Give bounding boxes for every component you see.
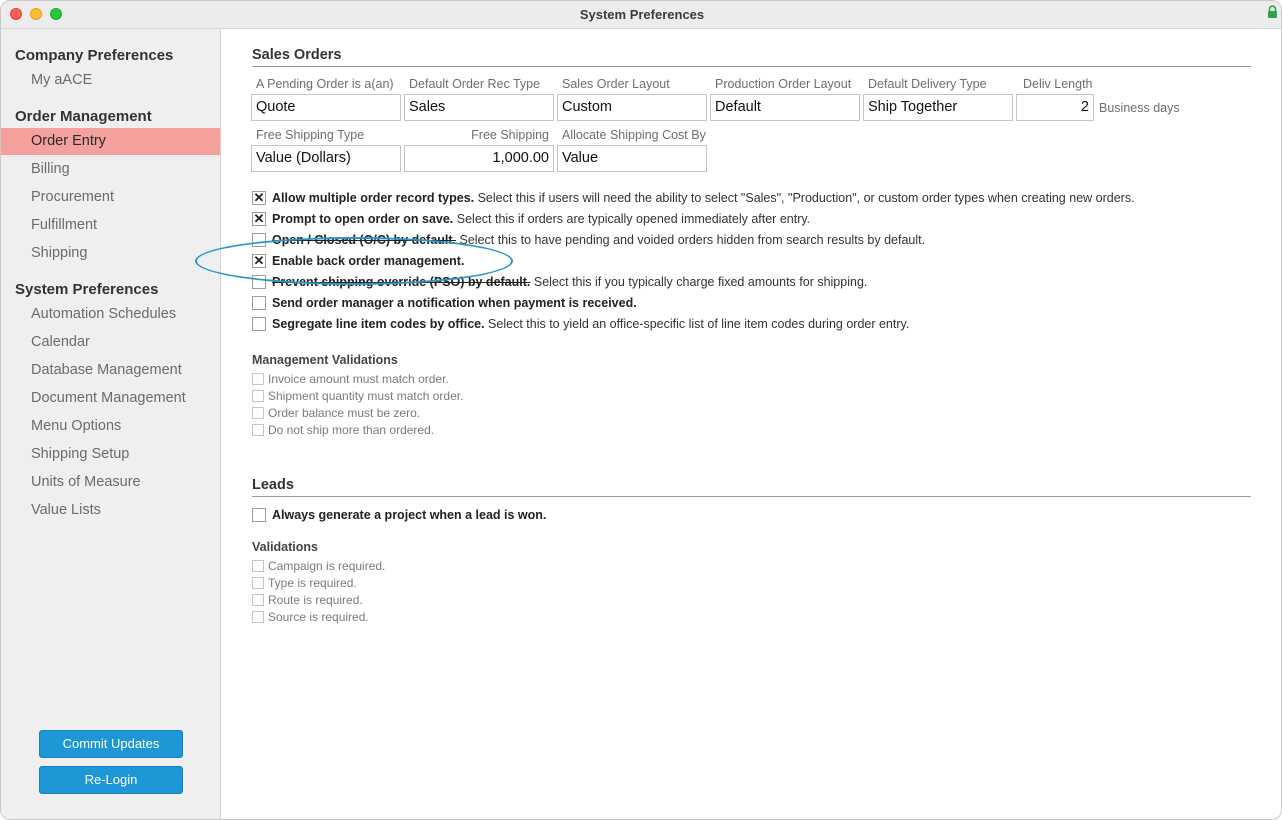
- validation-label: Do not ship more than ordered.: [268, 423, 435, 437]
- option-description: Select this to have pending and voided orders hidden from search results by default.: [456, 233, 926, 247]
- production-order-layout-label: Production Order Layout: [715, 77, 852, 91]
- deliv-length-field[interactable]: 2: [1016, 94, 1094, 121]
- production-order-layout-field[interactable]: Default: [710, 94, 860, 121]
- checkbox[interactable]: [252, 317, 266, 331]
- allocate-shipping-label: Allocate Shipping Cost By: [562, 128, 706, 142]
- option-description: Select this if you typically charge fixed amounts for shipping.: [530, 275, 868, 289]
- checkbox[interactable]: [252, 191, 266, 205]
- pending-order-field[interactable]: Quote: [251, 94, 401, 121]
- option-description: Select this if orders are typically opened immediately after entry.: [453, 212, 811, 226]
- option-title: Open / Closed (O/C) by default.: [272, 233, 457, 247]
- sidebar-item-shipping-setup[interactable]: Shipping Setup: [31, 446, 130, 462]
- checkmark-icon: ✕: [253, 253, 265, 268]
- option-description: Select this if users will need the ability to select "Sales", "Production", or custom order types when creating new orders.: [474, 191, 1135, 205]
- leads-validations-heading: Validations: [252, 540, 318, 554]
- free-shipping-type-field[interactable]: Value (Dollars): [251, 145, 401, 172]
- management-validations-heading: Management Validations: [252, 353, 398, 367]
- sidebar: [1, 29, 221, 820]
- checkbox[interactable]: [252, 424, 264, 436]
- sidebar-heading-system-preferences: System Preferences: [15, 281, 159, 298]
- sidebar-item-units-of-measure[interactable]: Units of Measure: [31, 474, 141, 490]
- sidebar-item-fulfillment[interactable]: Fulfillment: [31, 217, 98, 233]
- sales-order-layout-field[interactable]: Custom: [557, 94, 707, 121]
- checkbox[interactable]: [252, 212, 266, 226]
- title-bar: [1, 1, 1282, 29]
- validation-label: Invoice amount must match order.: [268, 372, 449, 386]
- sidebar-item-billing[interactable]: Billing: [31, 161, 70, 177]
- sidebar-item-database-management[interactable]: Database Management: [31, 362, 182, 378]
- default-delivery-type-label: Default Delivery Type: [868, 77, 987, 91]
- sidebar-item-menu-options[interactable]: Menu Options: [31, 418, 122, 434]
- sidebar-item-automation-schedules[interactable]: Automation Schedules: [31, 306, 177, 322]
- validation-label: Source is required.: [268, 610, 369, 624]
- checkbox[interactable]: [252, 594, 264, 606]
- validation-label: Campaign is required.: [268, 559, 386, 573]
- lock-icon[interactable]: [1267, 5, 1278, 19]
- free-shipping-field[interactable]: 1,000.00: [404, 145, 554, 172]
- checkbox[interactable]: [252, 296, 266, 310]
- option-title: Segregate line item codes by office.: [272, 317, 485, 331]
- sidebar-item-my-aace[interactable]: My aACE: [31, 72, 93, 88]
- validation-label: Type is required.: [268, 576, 357, 590]
- sidebar-item-procurement[interactable]: Procurement: [31, 189, 115, 205]
- sidebar-item-order-entry[interactable]: Order Entry: [1, 128, 220, 155]
- option-title: Prevent shipping override (PSO) by default.: [272, 275, 531, 289]
- checkbox[interactable]: [252, 560, 264, 572]
- option-title: Send order manager a notification when payment is received.: [272, 296, 637, 310]
- sidebar-item-shipping[interactable]: Shipping: [31, 245, 88, 261]
- checkmark-icon: ✕: [253, 190, 265, 205]
- re-login-button[interactable]: Re-Login: [39, 766, 183, 794]
- sidebar-item-calendar[interactable]: Calendar: [31, 334, 90, 350]
- checkbox[interactable]: [252, 508, 266, 522]
- window-title: System Preferences: [579, 7, 705, 22]
- sidebar-heading-order-management: Order Management: [15, 108, 152, 125]
- deliv-length-label: Deliv Length: [1023, 77, 1093, 91]
- commit-updates-button[interactable]: Commit Updates: [39, 730, 183, 758]
- validation-label: Route is required.: [268, 593, 363, 607]
- sales-orders-title: Sales Orders: [252, 47, 342, 63]
- checkmark-icon: ✕: [253, 211, 265, 226]
- validation-label: Order balance must be zero.: [268, 406, 421, 420]
- default-rec-type-label: Default Order Rec Type: [409, 77, 541, 91]
- option-title: Always generate a project when a lead is won.: [272, 508, 547, 522]
- sidebar-item-value-lists[interactable]: Value Lists: [31, 502, 101, 518]
- checkbox[interactable]: [252, 611, 264, 623]
- default-rec-type-field[interactable]: Sales: [404, 94, 554, 121]
- deliv-length-unit: Business days: [1099, 101, 1180, 115]
- highlight-annotation-ellipse: [195, 237, 513, 285]
- checkbox[interactable]: [252, 577, 264, 589]
- free-shipping-type-label: Free Shipping Type: [256, 128, 365, 142]
- validation-label: Shipment quantity must match order.: [268, 389, 464, 403]
- main-content: [221, 29, 1282, 820]
- checkbox[interactable]: [252, 407, 264, 419]
- leads-divider: [252, 496, 1251, 497]
- option-title: Enable back order management.: [272, 254, 465, 268]
- option-title: Allow multiple order record types.: [272, 191, 475, 205]
- free-shipping-label: Free Shipping: [471, 128, 549, 142]
- option-title: Prompt to open order on save.: [272, 212, 454, 226]
- checkbox[interactable]: [252, 373, 264, 385]
- sales-orders-divider: [252, 66, 1251, 67]
- option-description: Select this to yield an office-specific list of line item codes during order entry.: [484, 317, 910, 331]
- leads-title: Leads: [252, 477, 294, 493]
- sidebar-heading-company-preferences: Company Preferences: [15, 47, 174, 64]
- default-delivery-type-field[interactable]: Ship Together: [863, 94, 1013, 121]
- allocate-shipping-field[interactable]: Value: [557, 145, 707, 172]
- sidebar-item-document-management[interactable]: Document Management: [31, 390, 186, 406]
- pending-order-label: A Pending Order is a(an): [256, 77, 394, 91]
- checkbox[interactable]: [252, 390, 264, 402]
- sales-order-layout-label: Sales Order Layout: [562, 77, 670, 91]
